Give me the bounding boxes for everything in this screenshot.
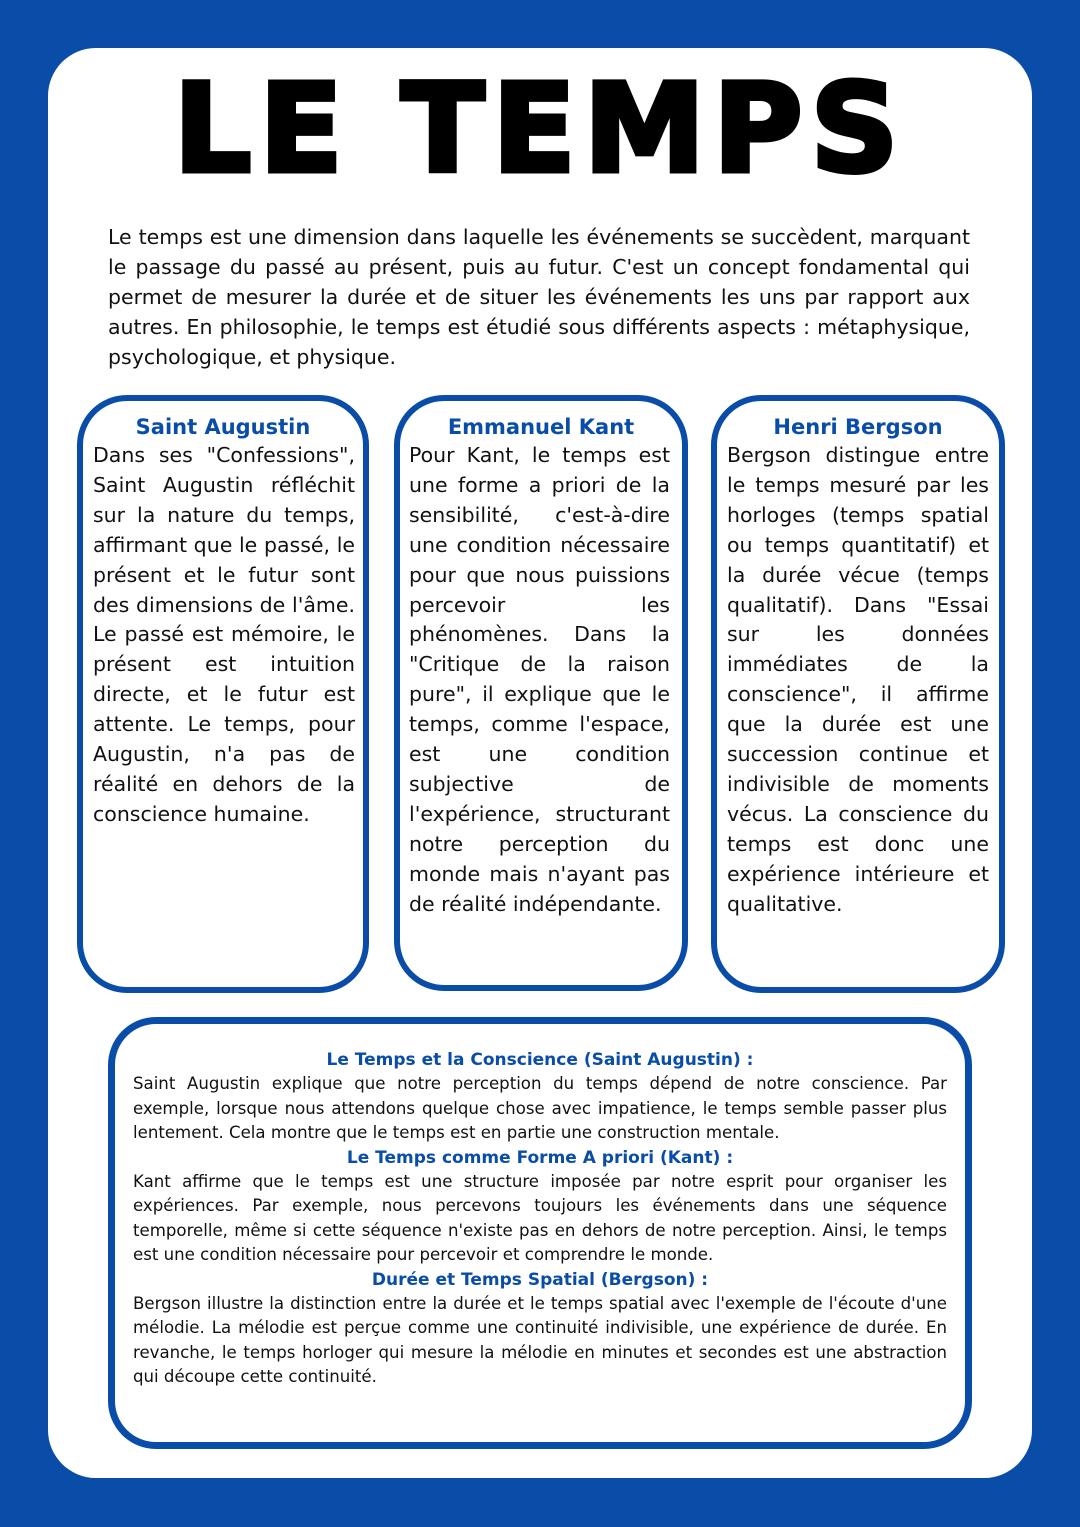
card-title: Emmanuel Kant <box>447 415 635 439</box>
card-title: Saint Augustin <box>135 415 311 439</box>
card-henri-bergson <box>711 395 1005 993</box>
card-text: Dans ses "Confessions", Saint Augustin réfléchit sur la nature du temps, affirmant que le passé, le présent et le futur sont des dimensions de l'âme. Le passé est mémoire, le présent est intuition directe, et le futur est attente. Le temps, pour Augustin, n'a pas de réalité en dehors de la conscience humaine. <box>93 443 355 826</box>
summary-heading-bergson: Durée et Temps Spatial (Bergson) : <box>371 1269 709 1290</box>
summary-heading-kant: Le Temps comme Forme A priori (Kant) : <box>346 1147 734 1168</box>
page-title: LE TEMPS <box>173 58 907 200</box>
summary-text-kant: Kant affirme que le temps est une structure imposée par notre esprit pour organiser les expériences. Par exemple, nous percevons toujours les événements dans une séquence temporelle, même si cette séquence n'existe pas en dehors de notre perception. Ainsi, le temps est une condition nécessaire pour percevoir et comprendre le monde. <box>133 1172 947 1265</box>
summary-text-augustin: Saint Augustin explique que notre perception du temps dépend de notre conscience. Par exemple, lorsque nous attendons quelque chose avec impatience, le temps semble passer plus lentement. Cela montre que le temps est en partie une construction mentale. <box>133 1074 947 1143</box>
intro-paragraph: Le temps est une dimension dans laquelle les événements se succèdent, marquant le passage du passé au présent, puis au futur. C'est un concept fondamental qui permet de mesurer la durée et de situer les événements les uns par rapport aux autres. En philosophie, le temps est étudié sous différents aspects : métaphysique, psychologique, et physique. <box>108 225 970 369</box>
summary-box <box>108 1017 972 1449</box>
card-text: Pour Kant, le temps est une forme a priori de la sensibilité, c'est-à-dire une condition nécessaire pour que nous puissions percevoir les phénomènes. Dans la "Critique de la raison pure", il explique que le temps, comme l'espace, est une condition subjective de l'expérience, structurant notre perception du monde mais n'ayant pas de réalité indépendante. <box>409 443 670 916</box>
card-emmanuel-kant <box>394 395 688 991</box>
card-text: Bergson distingue entre le temps mesuré par les horloges (temps spatial ou temps quantitatif) et la durée vécue (temps qualitatif). Dans "Essai sur les données immédiates de la conscience", il affirme que la durée est une succession continue et indivisible de moments vécus. La conscience du temps est donc une expérience intérieure et qualitative. <box>727 443 989 916</box>
card-saint-augustin <box>77 395 369 993</box>
summary-heading-augustin: Le Temps et la Conscience (Saint Augustin) : <box>326 1050 754 1070</box>
card-title: Henri Bergson <box>773 415 943 439</box>
summary-text-bergson: Bergson illustre la distinction entre la durée et le temps spatial avec l'exemple de l'écoute d'une mélodie. La mélodie est perçue comme une continuité indivisible, une expérience de durée. En revanche, le temps horloger qui mesure la mélodie en minutes et secondes est une abstraction qui découpe cette continuité. <box>133 1294 947 1387</box>
